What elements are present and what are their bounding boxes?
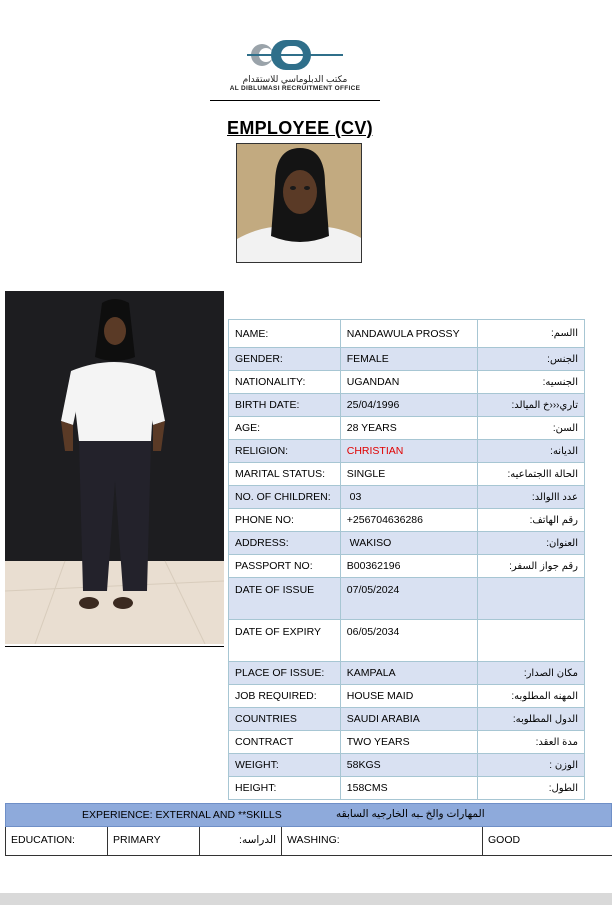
row-arabic-label: الوزن :	[478, 754, 585, 777]
row-label: NAME:	[229, 320, 341, 348]
row-arabic-label: مكان الصدار:	[478, 662, 585, 685]
row-arabic-label: الديانه:	[478, 440, 585, 463]
row-arabic-label: رقم الهاتف:	[478, 509, 585, 532]
logo-english-text: AL DIBLUMASI RECRUITMENT OFFICE	[229, 85, 361, 92]
row-value: WAKISO	[340, 532, 478, 555]
row-label: PHONE NO:	[229, 509, 341, 532]
full-body-illustration	[5, 291, 224, 644]
row-religion	[229, 440, 585, 463]
row-value: +256704636286	[340, 509, 478, 532]
row-place-of-issue	[229, 662, 585, 685]
row-label: WEIGHT:	[229, 754, 341, 777]
row-label: HEIGHT:	[229, 777, 341, 800]
row-arabic-label: الحالة االجتماعيه:	[478, 463, 585, 486]
row-arabic-label: عدد االوالد:	[478, 486, 585, 509]
row-date-of-issue	[229, 578, 585, 620]
row-arabic-label: تاري‹‹‹خ الميالد:	[478, 394, 585, 417]
row-phone	[229, 509, 585, 532]
row-birth-date	[229, 394, 585, 417]
row-label: RELIGION:	[229, 440, 341, 463]
row-job-required	[229, 685, 585, 708]
row-address	[229, 532, 585, 555]
row-value: 28 YEARS	[340, 417, 478, 440]
education-label: EDUCATION:	[5, 827, 107, 856]
row-label: CONTRACT	[229, 731, 341, 754]
experience-heading-arabic: المهارات والخ ـبه الخارجيه السابقه	[336, 808, 485, 820]
logo-mark-icon	[243, 38, 347, 72]
company-logo	[215, 38, 375, 93]
row-age	[229, 417, 585, 440]
photo-divider	[5, 646, 224, 647]
row-label: NO. OF CHILDREN:	[229, 486, 341, 509]
row-value: 158CMS	[340, 777, 478, 800]
full-body-photo	[5, 291, 224, 644]
row-label: PASSPORT NO:	[229, 555, 341, 578]
row-label: ADDRESS:	[229, 532, 341, 555]
row-value: NANDAWULA PROSSY	[340, 320, 478, 348]
row-value: KAMPALA	[340, 662, 478, 685]
row-arabic-label: الطول:	[478, 777, 585, 800]
row-arabic-label: الجنسيه:	[478, 371, 585, 394]
row-value: UGANDAN	[340, 371, 478, 394]
row-arabic-label: الدول المطلوبه:	[478, 708, 585, 731]
page-footer-band	[0, 893, 612, 905]
row-value-religion: CHRISTIAN	[340, 440, 478, 463]
row-value: HOUSE MAID	[340, 685, 478, 708]
page-title: EMPLOYEE (CV)	[227, 118, 373, 138]
row-label: DATE OF EXPIRY	[229, 620, 341, 662]
row-label: AGE:	[229, 417, 341, 440]
row-countries	[229, 708, 585, 731]
experience-header-bar	[5, 803, 612, 827]
experience-heading: EXPERIENCE: EXTERNAL AND **SKILLS	[82, 809, 282, 821]
row-arabic-label: المهنه المطلوبه:	[478, 685, 585, 708]
row-label: COUNTRIES	[229, 708, 341, 731]
row-children	[229, 486, 585, 509]
skill-washing-value: GOOD	[482, 827, 612, 856]
education-value: PRIMARY	[107, 827, 199, 856]
row-value: 03	[340, 486, 478, 509]
row-arabic-label	[478, 578, 585, 620]
row-arabic-label: الجنس:	[478, 348, 585, 371]
row-arabic-label: رقم جواز السفر:	[478, 555, 585, 578]
row-value: FEMALE	[340, 348, 478, 371]
row-label: NATIONALITY:	[229, 371, 341, 394]
row-gender	[229, 348, 585, 371]
row-marital-status	[229, 463, 585, 486]
row-label: BIRTH DATE:	[229, 394, 341, 417]
row-arabic-label: السن:	[478, 417, 585, 440]
row-date-of-expiry	[229, 620, 585, 662]
row-arabic-label: االسم:	[478, 320, 585, 348]
row-name	[229, 320, 585, 348]
row-label: MARITAL STATUS:	[229, 463, 341, 486]
row-value: B00362196	[340, 555, 478, 578]
row-nationality	[229, 371, 585, 394]
row-value: SAUDI ARABIA	[340, 708, 478, 731]
row-contract	[229, 731, 585, 754]
skill-washing-label: WASHING:	[281, 827, 482, 856]
education-arabic-label: الدراسه:	[199, 827, 281, 856]
row-value: 25/04/1996	[340, 394, 478, 417]
row-arabic-label: العنوان:	[478, 532, 585, 555]
header-divider	[210, 100, 380, 101]
row-label: GENDER:	[229, 348, 341, 371]
row-label: DATE OF ISSUE	[229, 578, 341, 620]
row-arabic-label	[478, 620, 585, 662]
row-weight	[229, 754, 585, 777]
row-value: TWO YEARS	[340, 731, 478, 754]
row-passport	[229, 555, 585, 578]
row-height	[229, 777, 585, 800]
logo-arabic-text: مكتب الدبلوماسي للاستقدام	[242, 74, 348, 84]
row-value: SINGLE	[340, 463, 478, 486]
portrait-photo	[236, 143, 362, 263]
row-value: 06/05/2034	[340, 620, 478, 662]
cv-details-table	[228, 319, 585, 800]
row-value: 07/05/2024	[340, 578, 478, 620]
row-label: PLACE OF ISSUE:	[229, 662, 341, 685]
row-arabic-label: مدة العقد:	[478, 731, 585, 754]
portrait-illustration	[237, 144, 362, 263]
row-value: 58KGS	[340, 754, 478, 777]
row-label: JOB REQUIRED:	[229, 685, 341, 708]
education-skills-row	[5, 827, 612, 856]
